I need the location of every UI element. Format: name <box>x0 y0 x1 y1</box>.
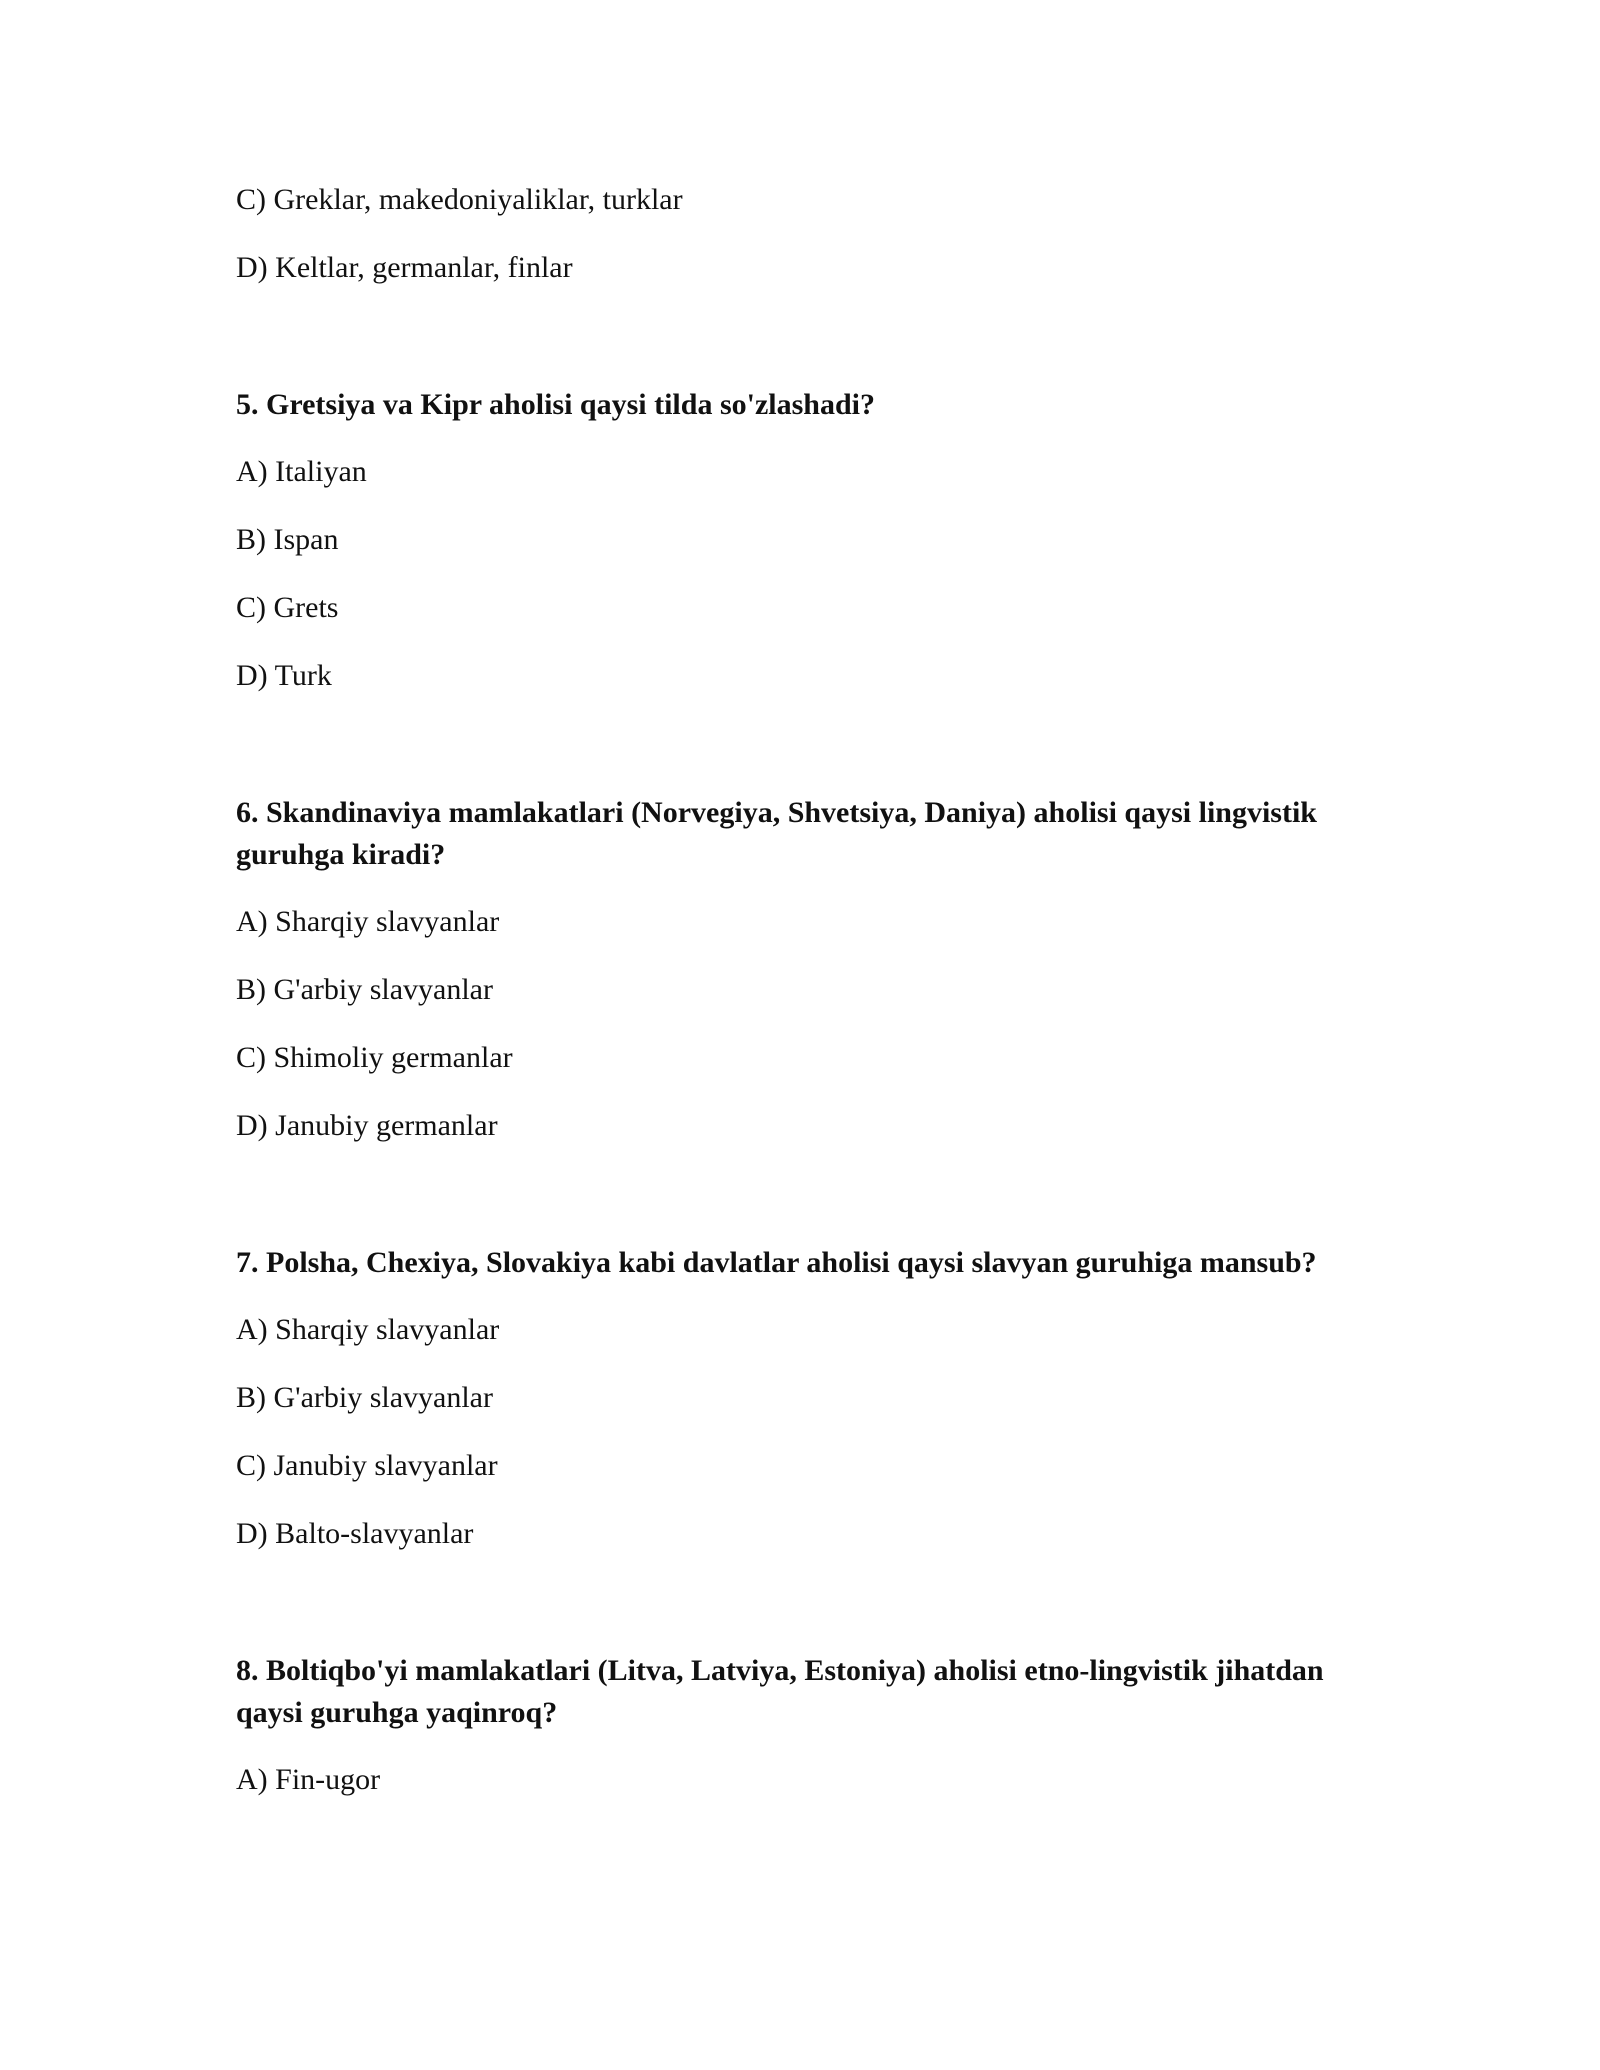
answer-option: C) Janubiy slavyanlar <box>236 1449 498 1482</box>
answer-option: B) G'arbiy slavyanlar <box>236 1381 493 1414</box>
answer-option: A) Sharqiy slavyanlar <box>236 1313 500 1346</box>
question-text: 6. Skandinaviya mamlakatlari (Norvegiya, Shvetsiya, Daniya) aholisi qaysi lingvistik guruhga kiradi? <box>236 796 1317 871</box>
document-content <box>236 180 1366 1828</box>
answer-option: A) Fin-ugor <box>236 1763 381 1796</box>
answer-option: B) Ispan <box>236 523 339 556</box>
question-block <box>236 1650 1366 1800</box>
answer-option: A) Italiyan <box>236 455 367 488</box>
question-text: 8. Boltiqbo'yi mamlakatlari (Litva, Latviya, Estoniya) aholisi etno-lingvistik jihatdan qaysi guruhga yaqinroq? <box>236 1654 1324 1729</box>
section-gap <box>236 1582 1366 1650</box>
section-gap <box>236 724 1366 792</box>
answer-option: A) Sharqiy slavyanlar <box>236 905 500 938</box>
answer-option: C) Grets <box>236 591 339 624</box>
section-gap <box>236 1174 1366 1242</box>
section-gap <box>236 316 1366 384</box>
answer-option: D) Turk <box>236 659 332 692</box>
answer-option: D) Keltlar, germanlar, finlar <box>236 251 573 284</box>
answer-option: D) Janubiy germanlar <box>236 1109 498 1142</box>
question-block <box>236 792 1366 1146</box>
answer-option: C) Greklar, makedoniyaliklar, turklar <box>236 183 683 216</box>
answer-option: C) Shimoliy germanlar <box>236 1041 513 1074</box>
answer-option: B) G'arbiy slavyanlar <box>236 973 493 1006</box>
answer-option: D) Balto-slavyanlar <box>236 1517 474 1550</box>
question-text: 5. Gretsiya va Kipr aholisi qaysi tilda so'zlashadi? <box>236 388 875 421</box>
question-block <box>236 1242 1366 1554</box>
question-text: 7. Polsha, Chexiya, Slovakiya kabi davlatlar aholisi qaysi slavyan guruhiga mansub? <box>236 1246 1317 1279</box>
question-block <box>236 384 1366 696</box>
